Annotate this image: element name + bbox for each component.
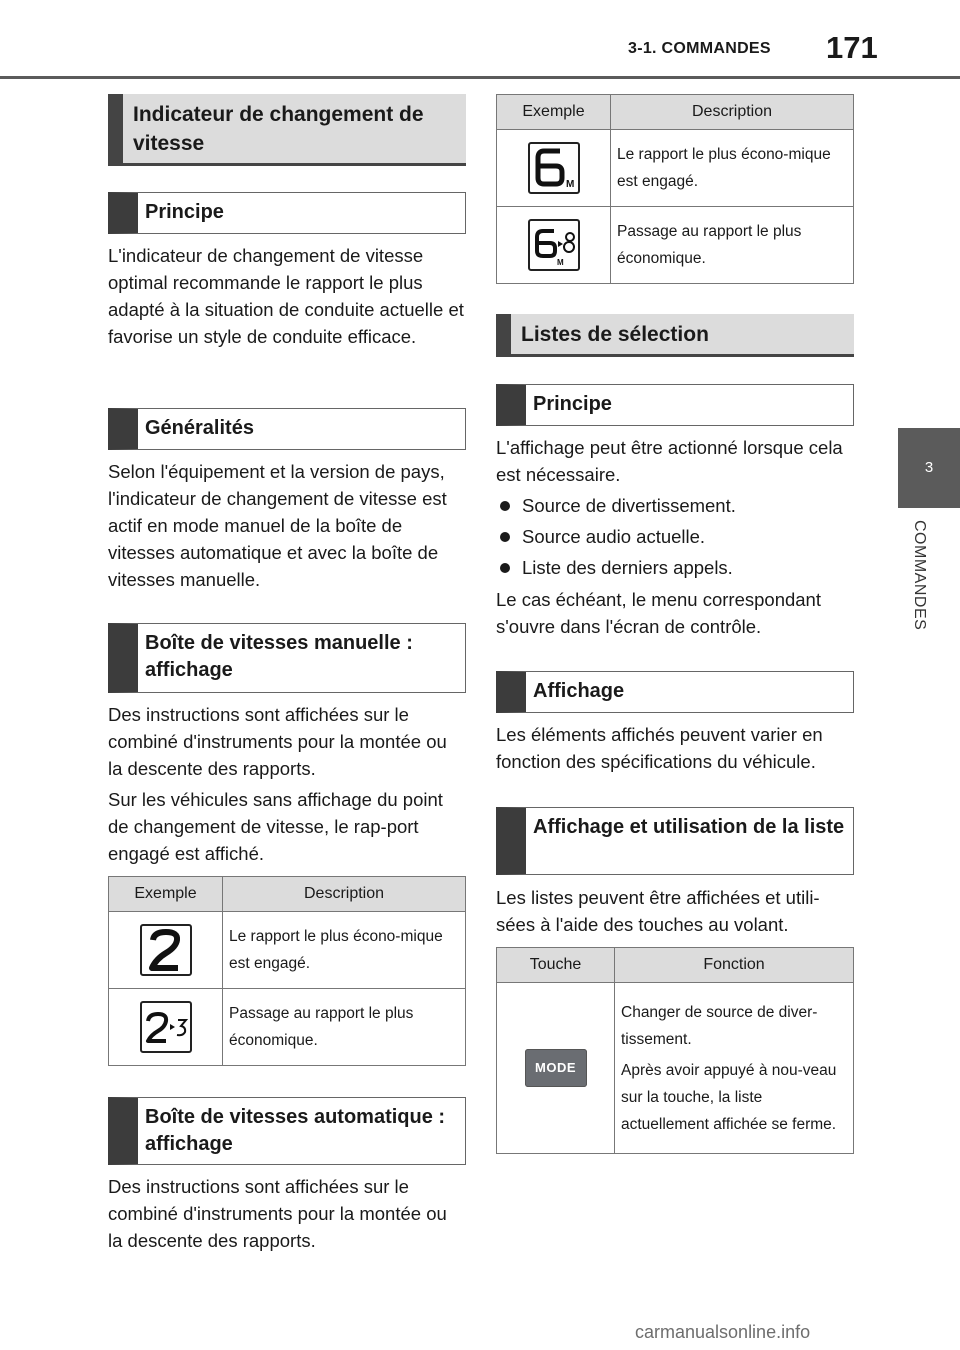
chapter-label-text: COMMANDES <box>911 520 928 631</box>
table-header-fonction: Fonction <box>615 948 854 983</box>
table-header-exemple: Exemple <box>497 95 611 130</box>
gear-2-icon <box>140 924 192 976</box>
automatique-table <box>496 94 854 284</box>
subheading-principe: Principe <box>496 384 854 426</box>
table-row <box>497 207 854 284</box>
chapter-tab[interactable]: 3 <box>898 428 960 508</box>
table-header-touche: Touche <box>497 948 615 983</box>
subheading-affichage: Affichage <box>496 671 854 713</box>
subheading-generalites: Généralités <box>108 408 466 450</box>
function-text-2: Après avoir appuyé à nou-veau sur la touche, la liste actuellement affichée se ferme. <box>621 1061 837 1133</box>
gear-6M-icon <box>528 142 580 194</box>
subheading-manuelle: Boîte de vitesses manuelle : affichage <box>108 623 466 693</box>
header-rule <box>0 76 960 79</box>
watermark: carmanualsonline.info <box>635 1322 811 1342</box>
table-row <box>497 130 854 207</box>
svg-text:M: M <box>556 258 564 267</box>
generalites-text: Selon l'équipement et la version de pays, l'indicateur de changement de vitesse est actif en mode manuel de la boîte de vitesses automatique et avec la boîte de vitesses manuelle. <box>108 461 447 590</box>
principe-text-2: Le cas échéant, le menu correspondant s'ouvre dans l'écran de contrôle. <box>496 589 821 637</box>
table-row <box>497 983 854 1154</box>
affichage-text: Les éléments affichés peuvent varier en fonction des spécifications du véhicule. <box>496 724 823 772</box>
subheading-utilisation: Affichage et utilisation de la liste <box>496 807 854 875</box>
row-description: Passage au rapport le plus économique. <box>223 989 466 1066</box>
list-item: Liste des derniers appels. <box>496 554 854 581</box>
section-title: 3-1. COMMANDES <box>628 40 771 57</box>
manuelle-table <box>108 876 466 1066</box>
row-description: Le rapport le plus écono-mique est engagé. <box>611 130 854 207</box>
table-row <box>109 989 466 1066</box>
key-function-table <box>496 947 854 1154</box>
row-description <box>615 983 854 1154</box>
table-header-exemple: Exemple <box>109 877 223 912</box>
function-text-1: Changer de source de diver-tissement. <box>621 1003 818 1048</box>
mode-button-icon: MODE <box>525 1049 587 1087</box>
chapter-label <box>906 520 928 670</box>
list-item: Source de divertissement. <box>496 492 854 519</box>
section-heading-gear-indicator: Indicateur de changement de vitesse <box>108 94 466 166</box>
page-number: 171 <box>826 30 878 65</box>
row-description: Passage au rapport le plus économique. <box>611 207 854 284</box>
utilisation-text: Les listes peuvent être affichées et utili-sées à l'aide des touches au volant. <box>496 887 820 935</box>
list-item: Source audio actuelle. <box>496 523 854 550</box>
row-description: Le rapport le plus écono-mique est engagé. <box>223 912 466 989</box>
section-heading-selection-lists: Listes de sélection <box>496 314 854 357</box>
principe-text: L'indicateur de changement de vitesse optimal recommande le rapport le plus adapté à la situation de conduite actuelle et favorise un style de conduite efficace. <box>108 245 464 347</box>
principe-text: L'affichage peut être actionné lorsque cela est nécessaire. <box>496 437 843 485</box>
gear-2-to-3-icon <box>140 1001 192 1053</box>
table-header-description: Description <box>223 877 466 912</box>
subheading-principe: Principe <box>108 192 466 234</box>
subheading-automatique: Boîte de vitesses automatique : affichage <box>108 1097 466 1165</box>
table-row <box>109 912 466 989</box>
svg-text:M: M <box>565 179 574 190</box>
principe-bullet-list <box>496 492 854 585</box>
gear-6M-to-8-icon <box>528 219 580 271</box>
manuelle-text-2: Sur les véhicules sans affichage du point de changement de vitesse, le rap-port engagé est affiché. <box>108 789 443 864</box>
table-header-description: Description <box>611 95 854 130</box>
manuelle-text-1: Des instructions sont affichées sur le combiné d'instruments pour la montée ou la descente des rapports. <box>108 704 447 779</box>
automatique-text: Des instructions sont affichées sur le combiné d'instruments pour la montée ou la descente des rapports. <box>108 1176 447 1251</box>
